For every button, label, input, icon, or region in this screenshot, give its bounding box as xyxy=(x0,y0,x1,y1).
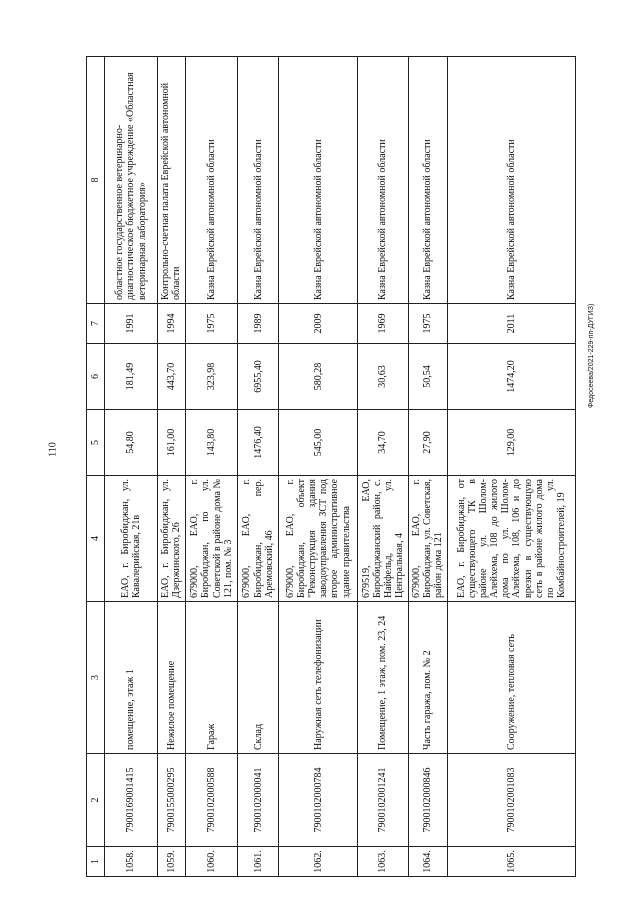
table-row xyxy=(157,57,185,877)
cell-col-1: 1063. xyxy=(358,847,409,877)
cell-col-4: 679000, ЕАО, г. Биробиджан, ул. Советская, район дома 121 xyxy=(408,476,447,602)
column-header-1: 1 xyxy=(87,847,105,877)
table-row xyxy=(279,57,358,877)
table-row xyxy=(408,57,447,877)
cell-col-5: 161,00 xyxy=(157,410,185,476)
cell-col-7: 2009 xyxy=(279,304,358,344)
footer-reference: Федосеева/2021-229-пп-ДУГИЗ) xyxy=(588,303,595,408)
cell-col-3: Нежилое помещение xyxy=(157,602,185,754)
cell-col-4: ЕАО, г. Биробиджан, ул. Дзержинского, 26 xyxy=(157,476,185,602)
column-header-3: 3 xyxy=(87,602,105,754)
table-row xyxy=(185,57,238,877)
cell-col-6: 323,98 xyxy=(185,344,238,410)
column-header-7: 7 xyxy=(87,304,105,344)
cell-col-8: Казна Еврейской автономной области xyxy=(447,57,575,304)
property-registry-table xyxy=(86,56,576,877)
cell-col-1: 1064. xyxy=(408,847,447,877)
cell-col-7: 1994 xyxy=(157,304,185,344)
cell-col-8: областное государственное ветеринарно-диагностическое бюджетное учреждение «Областная ветеринарная лаборатория» xyxy=(105,57,158,304)
cell-col-7: 1969 xyxy=(358,304,409,344)
cell-col-6: 181,49 xyxy=(105,344,158,410)
cell-col-8: Казна Еврейской автономной области xyxy=(238,57,279,304)
cell-col-6: 580,28 xyxy=(279,344,358,410)
rotated-table-container xyxy=(86,57,576,877)
header-row xyxy=(87,57,105,877)
cell-col-3: Гараж xyxy=(185,602,238,754)
cell-col-4: ЕАО, г. Биробиджан, от существующего ТК в районе ул. Шолом-Алейхема, 108 до жилого дома по ул. Шолом-Алейхема, 108, 106 и до врезки в существующую сеть в районе жилого дома по ул. Комбайностроителей, 19 xyxy=(447,476,575,602)
cell-col-6: 30,63 xyxy=(358,344,409,410)
cell-col-8: Казна Еврейской автономной области xyxy=(408,57,447,304)
cell-col-2: 7900102000041 xyxy=(238,754,279,847)
cell-col-1: 1058. xyxy=(105,847,158,877)
cell-col-2: 7900155000295 xyxy=(157,754,185,847)
cell-col-2: 7900169001415 xyxy=(105,754,158,847)
table-row xyxy=(447,57,575,877)
cell-col-2: 7900102000588 xyxy=(185,754,238,847)
table-row xyxy=(105,57,158,877)
table-body xyxy=(105,57,576,877)
cell-col-4: 679000, ЕАО, г. Биробиджан, объект "Реконструкция здания заводоуправления ЗСТ под второе административное здание правительства xyxy=(279,476,358,602)
column-header-2: 2 xyxy=(87,754,105,847)
cell-col-6: 6955,40 xyxy=(238,344,279,410)
cell-col-3: Склад xyxy=(238,602,279,754)
cell-col-3: помещение, этаж 1 xyxy=(105,602,158,754)
cell-col-1: 1059. xyxy=(157,847,185,877)
cell-col-7: 2011 xyxy=(447,304,575,344)
cell-col-5: 143,80 xyxy=(185,410,238,476)
cell-col-4: ЕАО, г. Биробиджан, ул. Кавалерийская, 21в xyxy=(105,476,158,602)
cell-col-6: 1474,20 xyxy=(447,344,575,410)
cell-col-5: 27,90 xyxy=(408,410,447,476)
cell-col-1: 1065. xyxy=(447,847,575,877)
cell-col-6: 50,54 xyxy=(408,344,447,410)
cell-col-4: 679519, ЕАО, Биробиджанский район, с. Найфельд, ул. Центральная, 4 xyxy=(358,476,409,602)
cell-col-7: 1989 xyxy=(238,304,279,344)
cell-col-5: 129,00 xyxy=(447,410,575,476)
cell-col-1: 1061. xyxy=(238,847,279,877)
column-header-5: 5 xyxy=(87,410,105,476)
page-number: 110 xyxy=(47,442,59,457)
cell-col-8: Казна Еврейской автономной области xyxy=(358,57,409,304)
cell-col-2: 7900102000846 xyxy=(408,754,447,847)
cell-col-8: Казна Еврейской автономной области xyxy=(185,57,238,304)
table-row xyxy=(358,57,409,877)
cell-col-3: Наружная сеть телефонизации xyxy=(279,602,358,754)
cell-col-3: Сооружение, тепловая сеть xyxy=(447,602,575,754)
column-header-8: 8 xyxy=(87,57,105,304)
cell-col-3: Помещение, 1 этаж, пом. 23, 24 xyxy=(358,602,409,754)
cell-col-7: 1975 xyxy=(408,304,447,344)
column-header-6: 6 xyxy=(87,344,105,410)
cell-col-4: 679000, ЕАО, г. Биробиджан, пер. Аремовский, 46 xyxy=(238,476,279,602)
cell-col-5: 545,00 xyxy=(279,410,358,476)
cell-col-5: 34,70 xyxy=(358,410,409,476)
cell-col-2: 7900102001241 xyxy=(358,754,409,847)
cell-col-5: 1476,40 xyxy=(238,410,279,476)
cell-col-1: 1060. xyxy=(185,847,238,877)
column-header-4: 4 xyxy=(87,476,105,602)
cell-col-7: 1991 xyxy=(105,304,158,344)
cell-col-3: Часть гаража, пом. № 2 xyxy=(408,602,447,754)
cell-col-4: 679000, ЕАО, г. Биробиджан, по ул. Советской в районе дома № 121, пом. № 3 xyxy=(185,476,238,602)
cell-col-8: Казна Еврейской автономной области xyxy=(279,57,358,304)
cell-col-5: 54,80 xyxy=(105,410,158,476)
cell-col-2: 7900102001083 xyxy=(447,754,575,847)
cell-col-1: 1062. xyxy=(279,847,358,877)
cell-col-6: 443,70 xyxy=(157,344,185,410)
cell-col-7: 1975 xyxy=(185,304,238,344)
table-row xyxy=(238,57,279,877)
cell-col-8: Контрольно-счетная палата Еврейской автономной области xyxy=(157,57,185,304)
cell-col-2: 7900102000784 xyxy=(279,754,358,847)
